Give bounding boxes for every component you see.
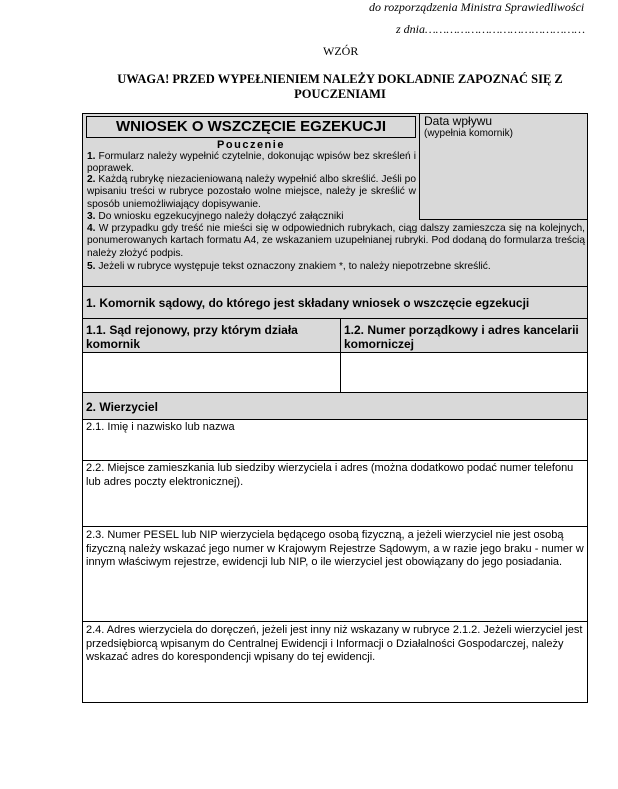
instruction-text: W przypadku gdy treść nie mieści się w odpowiednich rubrykach, ciąg dalszy zamieszcza się na kolejnych, ponumerowanych kartach formatu A4, ze wskazaniem uzupełnianej rubryki. Pod dodaną do formularza treścią należy złożyć podpis. bbox=[87, 223, 585, 259]
court-input[interactable] bbox=[83, 353, 339, 391]
instruction-number: 4. bbox=[87, 223, 96, 234]
instruction-2 bbox=[87, 174, 416, 211]
instruction-text: Do wniosku egzekucyjnego należy dołączyć załączniki bbox=[95, 211, 344, 222]
form-title: WNIOSEK O WSZCZĘCIE EGZEKUCJI bbox=[86, 116, 416, 138]
receipt-date-label: Data wpływu bbox=[424, 114, 493, 128]
section-2-heading: 2. Wierzyciel bbox=[86, 400, 158, 414]
instruction-number: 3. bbox=[87, 211, 96, 222]
instructions-heading: Pouczenie bbox=[217, 139, 285, 151]
creditor-delivery-address-field[interactable]: 2.4. Adres wierzyciela do doręczeń, jeżeli jest inny niż wskazany w rubryce 2.1.2. Jeżeli wierzyciel jest przedsiębiorcą wpisanym do Centralnej Ewidencji i Informacji o Działalności Gospodarczej, należy wskazać adres do korespondencji wpisany do tej ewidencji. bbox=[86, 624, 583, 663]
bailiff-office-input[interactable] bbox=[341, 353, 587, 391]
section-2-header bbox=[83, 393, 587, 419]
instruction-text: Każdą rubrykę niezacieniowaną należy wypełnić albo skreślić. Jeśli po wpisaniu treści w rubryce pozostało wolne miejsce, należy je skreślić w sposób uniemożliwiający dopisywanie. bbox=[87, 174, 416, 210]
template-label: WZÓR bbox=[323, 44, 359, 58]
receipt-date-note: (wypełnia komornik) bbox=[424, 128, 513, 139]
court-column-label: 1.1. Sąd rejonowy, przy którym działa komornik bbox=[86, 323, 298, 351]
creditor-name-field[interactable]: 2.1. Imię i nazwisko lub nazwa bbox=[86, 421, 235, 433]
instruction-number: 2. bbox=[87, 174, 96, 185]
bailiff-office-column-label: 1.2. Numer porządkowy i adres kancelarii komorniczej bbox=[344, 323, 579, 351]
regulation-reference: do rozporządzenia Ministra Sprawiedliwości bbox=[369, 0, 585, 14]
warning-heading: UWAGA! PRZED WYPEŁNIENIEM NALEŻY DOKLADNIE ZAPOZNAĆ SIĘ Z POUCZENIAMI bbox=[117, 72, 563, 101]
instruction-number: 1. bbox=[87, 151, 96, 162]
creditor-id-number-field[interactable]: 2.3. Numer PESEL lub NIP wierzyciela będącego osobą fizyczną, a jeżeli wierzyciel nie jest osobą fizyczną należy wskazać jego numer w Krajowym Rejestrze Sądowym, a w razie jego braku - numer w innym właściwym rejestrze, ewidencji lub NIP, o ile wierzyciel jest obowiązany do jego posiadania. bbox=[86, 529, 584, 568]
section-1-heading: 1. Komornik sądowy, do którego jest składany wniosek o wszczęcie egzekucji bbox=[86, 296, 530, 310]
receipt-date-box[interactable] bbox=[419, 114, 587, 220]
instruction-5 bbox=[87, 261, 585, 273]
instruction-4 bbox=[87, 223, 585, 260]
instruction-text: Formularz należy wypełnić czytelnie, dokonując wpisów bez skreśleń i poprawek. bbox=[87, 151, 416, 175]
creditor-address-field[interactable]: 2.2. Miejsce zamieszkania lub siedziby wierzyciela i adres (można dodatkowo podać numer telefonu lub adres poczty elektronicznej). bbox=[86, 462, 574, 488]
instruction-1 bbox=[87, 151, 416, 176]
instruction-3 bbox=[87, 211, 416, 223]
instruction-number: 5. bbox=[87, 261, 96, 272]
regulation-date: z dnia……………………………………… bbox=[396, 22, 586, 36]
instruction-text: Jeżeli w rubryce występuje tekst oznaczony znakiem *, to należy niepotrzebne skreślić. bbox=[95, 261, 491, 272]
